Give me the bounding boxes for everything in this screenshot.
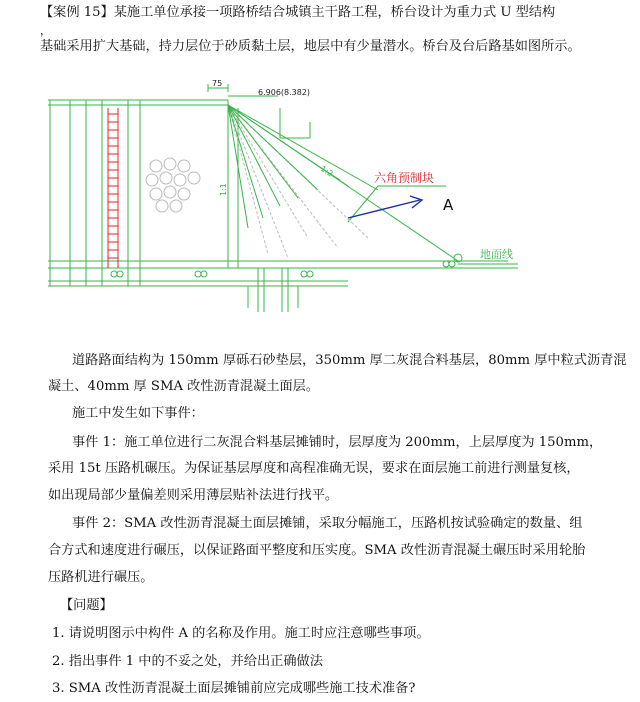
figure-gray-piles [146, 158, 200, 212]
question-3: 3. SMA 改性沥青混凝土面层摊铺前应完成哪些施工技术准备? [52, 681, 416, 696]
event1-line1: 事件 1：施工单位进行二灰混合料基层摊铺时，层厚度为 200mm，上层厚度为 150mm， [72, 435, 603, 450]
figure-gray-fan [228, 105, 368, 258]
event2-line2: 合方式和速度进行碾压，以保证路面平整度和压实度。SMA 改性沥青混凝土碾压时采用轮胎 [48, 543, 586, 558]
stray-mark: ， [40, 24, 51, 37]
event2-line3: 压路机进行碾压。 [48, 570, 154, 585]
block-label: 六角预制块 [374, 171, 435, 185]
para2: 施工中发生如下事件： [72, 406, 204, 421]
slope-label: 1:2 [318, 164, 335, 179]
figure-green-fan [228, 105, 378, 228]
member-a-label: A [443, 196, 454, 214]
para1-line2: 凝土、40mm 厚 SMA 改性沥青混凝土面层。 [48, 379, 320, 394]
ratio-label: 1:1 [219, 183, 228, 196]
event1-line3: 如出现局部少量偏差则采用薄层贴补法进行找平。 [48, 488, 339, 503]
question-2: 2. 指出事件 1 中的不妥之处，并给出正确做法 [52, 654, 323, 669]
dim-75-label: 75 [212, 79, 223, 88]
elevation-label: 6.906(8.382) [258, 88, 311, 97]
case-title-line-2: 基础采用扩大基础，持力层位于砂质黏土层，地层中有少量潜水。桥台及台后路基如图所示。 [40, 39, 581, 54]
event1-line2: 采用 15t 压路机碾压。为保证基层厚度和高程准确无误，要求在面层施工前进行测量复核， [48, 461, 580, 476]
ground-line-label: 地面线 [480, 248, 513, 261]
case-title-line: 【案例 15】某施工单位承接一项路桥结合城镇主干路工程，桥台设计为重力式 U 型结构 [40, 5, 556, 20]
question-1: 1. 请说明图示中构件 A 的名称及作用。施工时应注意哪些事项。 [52, 626, 430, 641]
figure-red-ladder [108, 108, 118, 268]
abutment-figure [48, 78, 548, 340]
para1-line1: 道路路面结构为 150mm 厚砾石砂垫层，350mm 厚二灰混合料基层，80mm 厚中粒式沥青混 [72, 353, 627, 368]
figure-blue-arrow [348, 196, 422, 218]
questions-heading: 【问题】 [60, 598, 113, 613]
event2-line1: 事件 2：SMA 改性沥青混凝土面层摊铺，采取分幅施工，压路机按试验确定的数量、组 [72, 516, 583, 531]
figure-bottom-circles [111, 254, 462, 277]
